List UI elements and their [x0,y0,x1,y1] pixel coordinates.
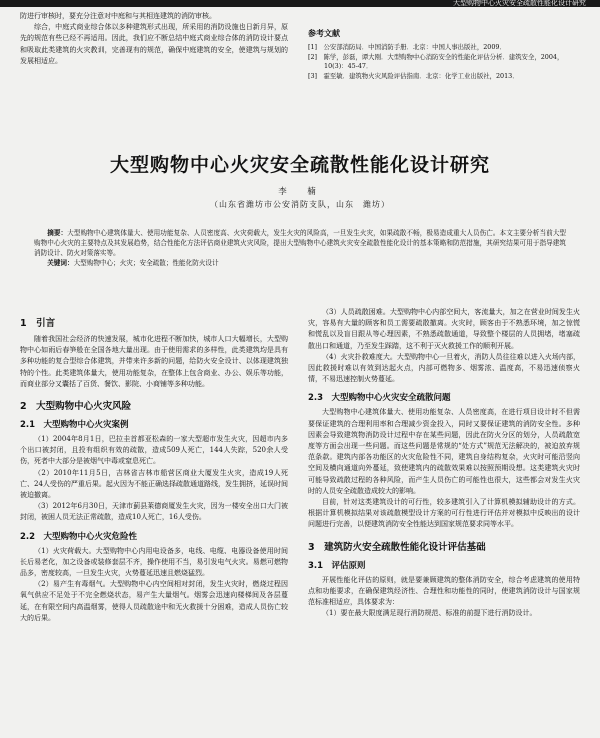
reference-item: [3] 霍至敏．建筑物火灾风险评估指南．北京：化学工业出版社，2013． [308,71,519,80]
keywords-label: 关键词： [47,259,74,267]
references [308,28,580,81]
author: 李 楠 [278,187,322,197]
subsection-heading: 2.2 大型购物中心火灾危险性 [20,531,138,542]
intro-paragraph: 综合，中庭式商业综合体以多种建筑形式出现，所采用的消防设施也日新月异，原先的规范有些已经不再适用。因此，我们应不断总结中庭式商业综合体的消防设计要点和吸取此类建筑的火灾教训，完善现有的规范，确保中庭建筑的安全，使建筑与规划的发展相适应。 [20,23,288,65]
abstract-body: 大型购物中心建筑体量大、使用功能复杂、人员密度高、火灾荷载大，发生火灾的风险高，一旦发生火灾，如果疏散不畅，极易造成重大人员伤亡。本文主要分析当前大型购物中心火灾的主要特点及其发展趋势，结合性能化方法评估商业建筑火灾风险，提出大型购物中心建筑火灾安全疏散性能化设计的基本策略和防范措施，其研究结果可用于指导建筑消防设计、防火对策落实等。 [34,229,566,257]
body-paragraph: （1）2004年8月1日，巴拉圭首都亚松森的一家大型超市发生火灾，因超市内多个出口被封闭，且投有组织有效的疏散，造成509人死亡，144人失踪，520余人受伤，死者中大部分是被烟气中毒或窒息死亡。 [20,435,288,466]
body-paragraph: （2）易产生有毒烟气。大型购物中心内空间相对封闭，发生火灾时，燃烧过程因氧气供应不足处于不完全燃烧状态，易产生大量烟气。烟雾会迅速向楼梯间及各层蔓延，在有限空间内高温烟雾，使得人员疏散途中和无火救援十分困难，造成人员伤亡较大的后果。 [20,580,288,622]
affiliation: （山东省潍坊市公安消防支队，山东 潍坊） [210,200,390,209]
body-paragraph: （1）火灾荷载大。大型购物中心内用电设备多，电线、电缆、电器设备使用时间长后易老化，加之设备或装修套层不齐，操作使用不当，易引发电气火灾。易燃可燃物品多，密度较高，一旦发生火灾，火势蔓延迅速且燃烧猛烈。 [20,546,288,578]
abstract-label: 摘要： [47,229,68,237]
reference-item: [2] 陈学，彭磊，谭大刚．大型购物中心消防安全的性能化评估分析．建筑安全，2004，10(3)：45-47． [308,52,564,70]
references-title: 参考文献 [308,29,340,38]
body-paragraph: （3）人员疏散困难。大型购物中心内部空间大，客流量大，加之在营业时间发生火灾，容易有大量的顾客和员工需要疏散撤离。火灾时，顾客由于不熟悉环境，加之惊慌和慌乱以及盲目跟从等心理因素，不熟悉疏散通道，导致整个楼层的人员拥堵，堵塞疏散出口和通道，乃至发生踩踏，这不利于灭火救援工作的顺利开展。 [308,308,580,350]
keywords [34,258,566,268]
body-paragraph: 开展性能化评估的原则，就是要兼顾建筑的整体消防安全，综合考虑建筑的使用特点和功能要求，在确保建筑经济性、合理性和功能性的同时，使建筑消防设计与国家规范标准相适应，具体要求为： [308,575,580,607]
right-column [308,307,580,619]
abstract-text [34,228,566,258]
intro-continued-text [20,11,288,67]
keywords-text: 大型购物中心；火灾；安全疏散；性能化防火设计 [73,259,219,267]
section-heading: 1 引言 [20,318,56,329]
subsection-heading: 2.3 大型购物中心火灾安全疏散问题 [308,393,451,404]
subsection-heading: 2.1 大型购物中心火灾案例 [20,420,129,431]
left-column [20,307,288,624]
reference-item: [1] 公安部消防局．中国消防手册．北京：中国人事出版社，2009． [308,43,506,51]
body-paragraph: （4）火灾扑救难度大。大型购物中心一旦着火，消防人员往往难以进入火场内部，因此救援时难以有效到达起火点，内部可燃物多、烟雾浓、温度高，不易迅速侦察火情，不易迅速控制火势蔓延。 [308,352,580,384]
section-heading: 2 大型购物中心火灾风险 [20,401,132,413]
body-paragraph: 随着我国社会经济的快速发展，城市化进程不断加快，城市人口大幅增长，大型购物中心如雨后春笋般在全国各地大量出现。由于使用需求的多样性，此类建筑均是具有多种功能的复合型综合体建筑，并带来许多新的问题，给防火安全设计、以体现建筑独特的个性。此类建筑体量大，使用功能复杂，在整体上包含商业、办公、娱乐等功能，而商业部分又囊括了百货、餐饮、影院、小商铺等多种功能。 [20,335,288,388]
running-header: 大型购物中心火灾安全疏散性能化设计研究 [0,0,600,7]
section-heading: 3 建筑防火安全疏散性能化设计评估基础 [308,541,486,553]
subsection-heading: 3.1 评估原则 [308,560,366,571]
intro-paragraph: 防进行审核时，要充分注意对中庭和与其相连建筑的消防审核。 [20,12,216,20]
body-paragraph: （1）要在最大限度满足现行消防规范、标准的前提下进行消防设计。 [322,609,537,618]
paper-title: 大型购物中心火灾安全疏散性能化设计研究 [109,154,490,176]
body-paragraph: 目前，针对这类建筑设计的可行性，较多建筑引入了计算机模拟辅助设计的方式。根据计算机模拟结果对该疏散模型设计方案的可行性进行评估并对模拟中反映出的设计问题进行完善，以便建筑消防安全性能达到国家规范要求同等水平。 [308,498,580,529]
body-paragraph: 大型购物中心建筑体量大、使用功能复杂、人员密度高，在进行项目设计时不但需要保证建筑的合理利用率和合理减少资金投入，同时又要保证建筑的消防安全性。多种因素会导致建筑物消防设计过程中存在某些问题，因此在防火分区的划分，人员疏散宽度等方面会出现一些问题。而这些问题是常规的“处方式”规范无法解决的，被迫放弃规范条款。建筑内部各功能区的火灾危险性不同，建筑自身结构复杂，火灾时可能沿竖向空间及横向通道向外蔓延，致使建筑内的疏散效果难以按照预期设想。这类建筑火灾时可能导致疏散过程的各种风险，而产生人员伤亡的可能性也很大，这些都会对发生火灾时的人员安全疏散造成较大的影响。 [308,408,580,495]
abstract [34,228,566,268]
paper-header [20,150,580,210]
body-paragraph: （3）2012年6月30日，天津市蓟县莱德商厦发生火灾，因为一楼安全出口大门被封闭，被困人员无法正常疏散，造成10人死亡，16人受伤。 [20,502,288,522]
body-paragraph: （2）2010年11月5日，吉林省吉林市船营区商业大厦发生火灾，造成19人死亡、24人受伤的严重后果。起火因为不能正确选择疏散通道路线，发生拥挤，延误时间被迫撤离。 [20,468,288,500]
